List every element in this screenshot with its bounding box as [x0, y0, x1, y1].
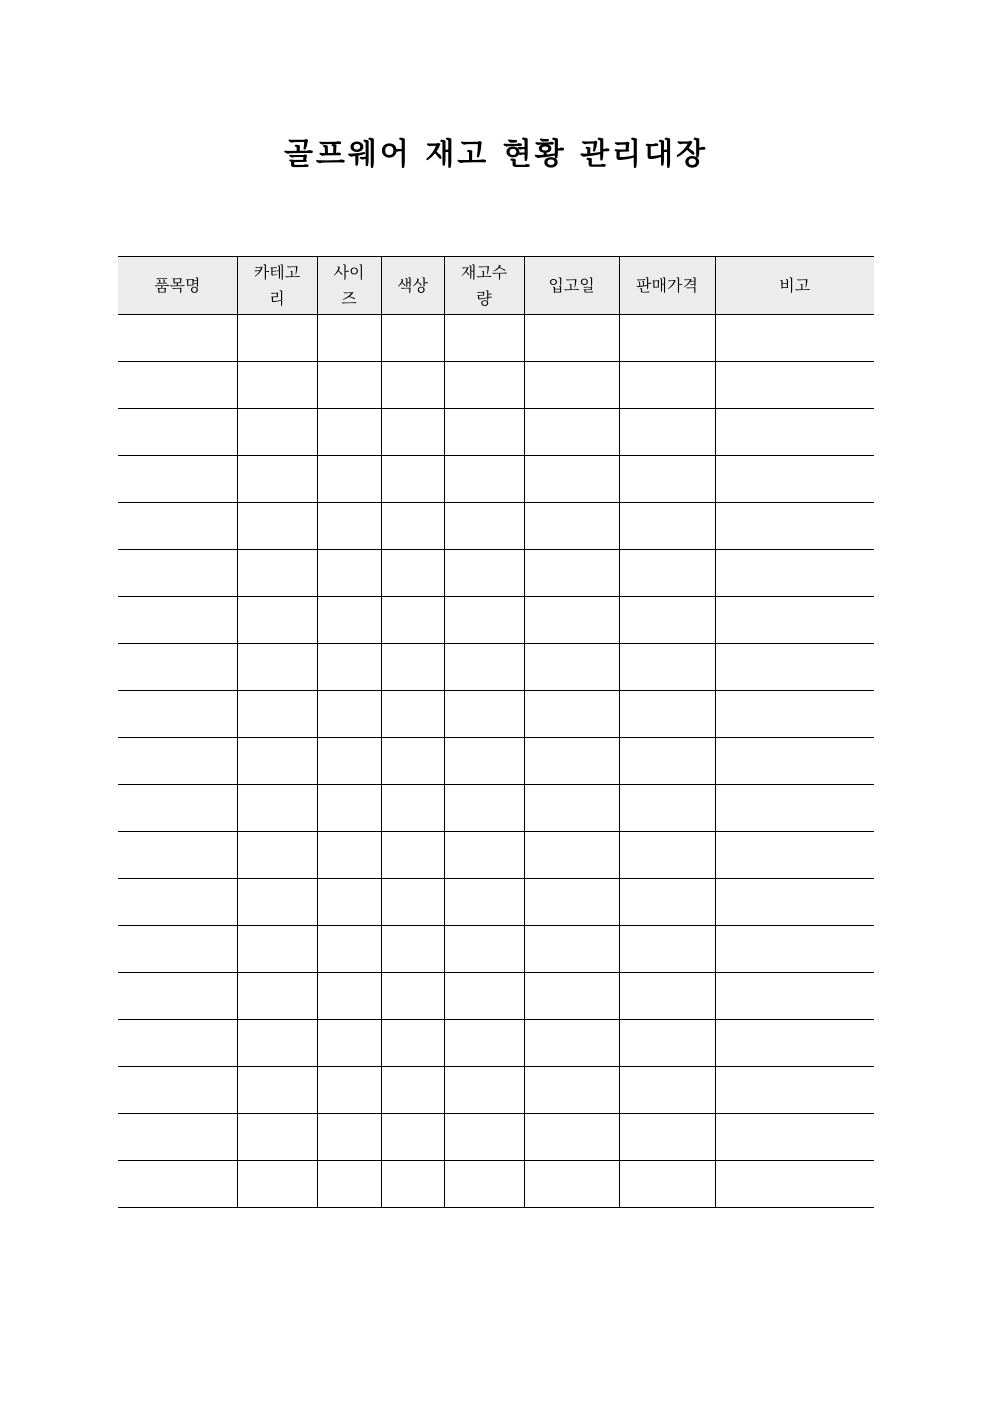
- table-cell[interactable]: [118, 926, 237, 973]
- table-cell[interactable]: [317, 597, 381, 644]
- table-cell[interactable]: [715, 409, 874, 456]
- table-cell[interactable]: [524, 644, 619, 691]
- table-cell[interactable]: [381, 550, 444, 597]
- table-cell[interactable]: [619, 691, 715, 738]
- table-cell[interactable]: [444, 409, 524, 456]
- table-cell[interactable]: [619, 409, 715, 456]
- table-cell[interactable]: [317, 1114, 381, 1161]
- table-cell[interactable]: [237, 362, 317, 409]
- table-cell[interactable]: [237, 926, 317, 973]
- table-cell[interactable]: [237, 879, 317, 926]
- table-cell[interactable]: [381, 1114, 444, 1161]
- table-cell[interactable]: [715, 315, 874, 362]
- table-cell[interactable]: [118, 1020, 237, 1067]
- col-header-size: 사이 즈: [317, 257, 381, 315]
- table-cell[interactable]: [619, 456, 715, 503]
- table-cell[interactable]: [619, 1020, 715, 1067]
- table-row: [118, 973, 874, 1020]
- table-cell[interactable]: [524, 315, 619, 362]
- table-cell[interactable]: [317, 973, 381, 1020]
- col-header-color: 색상: [381, 257, 444, 315]
- table-cell[interactable]: [715, 785, 874, 832]
- table-cell[interactable]: [381, 315, 444, 362]
- table-cell[interactable]: [619, 503, 715, 550]
- table-cell[interactable]: [237, 1161, 317, 1208]
- table-cell[interactable]: [317, 1067, 381, 1114]
- table-cell[interactable]: [317, 879, 381, 926]
- col-header-item-name: 품목명: [118, 257, 237, 315]
- page-title: 골프웨어 재고 현황 관리대장: [283, 137, 709, 172]
- table-cell[interactable]: [715, 362, 874, 409]
- table-cell[interactable]: [524, 832, 619, 879]
- table-cell[interactable]: [619, 1161, 715, 1208]
- table-cell[interactable]: [317, 503, 381, 550]
- table-cell[interactable]: [715, 550, 874, 597]
- table-cell[interactable]: [444, 550, 524, 597]
- table-cell[interactable]: [237, 832, 317, 879]
- table-row: [118, 1067, 874, 1114]
- table-cell[interactable]: [237, 409, 317, 456]
- table-cell[interactable]: [237, 785, 317, 832]
- table-cell[interactable]: [444, 832, 524, 879]
- table-cell[interactable]: [444, 973, 524, 1020]
- table-cell[interactable]: [381, 1020, 444, 1067]
- table-cell[interactable]: [715, 1161, 874, 1208]
- table-cell[interactable]: [381, 362, 444, 409]
- table-cell[interactable]: [237, 1114, 317, 1161]
- table-cell[interactable]: [524, 503, 619, 550]
- table-cell[interactable]: [381, 456, 444, 503]
- table-cell[interactable]: [317, 926, 381, 973]
- table-cell[interactable]: [524, 926, 619, 973]
- table-cell[interactable]: [237, 1067, 317, 1114]
- table-cell[interactable]: [118, 691, 237, 738]
- table-cell[interactable]: [619, 973, 715, 1020]
- table-cell[interactable]: [524, 1020, 619, 1067]
- table-cell[interactable]: [619, 644, 715, 691]
- table-cell[interactable]: [715, 503, 874, 550]
- table-cell[interactable]: [524, 409, 619, 456]
- table-row: [118, 644, 874, 691]
- table-cell[interactable]: [118, 832, 237, 879]
- table-cell[interactable]: [118, 973, 237, 1020]
- table-cell[interactable]: [317, 785, 381, 832]
- col-header-remarks: 비고: [715, 257, 874, 315]
- table-cell[interactable]: [381, 644, 444, 691]
- table-cell[interactable]: [237, 691, 317, 738]
- table-row: [118, 597, 874, 644]
- table-cell[interactable]: [524, 1067, 619, 1114]
- table-row: [118, 879, 874, 926]
- table-cell[interactable]: [524, 1114, 619, 1161]
- table-cell[interactable]: [524, 1161, 619, 1208]
- table-cell[interactable]: [118, 1161, 237, 1208]
- table-cell[interactable]: [444, 785, 524, 832]
- table-cell[interactable]: [715, 1114, 874, 1161]
- table-row: [118, 409, 874, 456]
- table-cell[interactable]: [715, 1020, 874, 1067]
- table-cell[interactable]: [619, 1114, 715, 1161]
- table-cell[interactable]: [317, 550, 381, 597]
- table-cell[interactable]: [381, 1067, 444, 1114]
- table-cell[interactable]: [381, 926, 444, 973]
- header-row: [118, 257, 874, 315]
- table-row: [118, 832, 874, 879]
- table-cell[interactable]: [317, 1161, 381, 1208]
- table-cell[interactable]: [444, 1114, 524, 1161]
- table-cell[interactable]: [715, 926, 874, 973]
- table-cell[interactable]: [524, 738, 619, 785]
- table-cell[interactable]: [237, 550, 317, 597]
- table-row: [118, 503, 874, 550]
- table-row: [118, 785, 874, 832]
- table-cell[interactable]: [619, 738, 715, 785]
- table-cell[interactable]: [237, 597, 317, 644]
- table-cell[interactable]: [444, 456, 524, 503]
- table-cell[interactable]: [444, 738, 524, 785]
- table-cell[interactable]: [715, 597, 874, 644]
- table-cell[interactable]: [317, 456, 381, 503]
- table-cell[interactable]: [444, 879, 524, 926]
- table-cell[interactable]: [524, 973, 619, 1020]
- table-cell[interactable]: [317, 409, 381, 456]
- table-cell[interactable]: [715, 738, 874, 785]
- table-cell[interactable]: [444, 691, 524, 738]
- col-header-sale-price: 판매가격: [619, 257, 715, 315]
- table-cell[interactable]: [381, 785, 444, 832]
- table-row: [118, 315, 874, 362]
- table-cell[interactable]: [381, 597, 444, 644]
- col-header-category: 카테고 리: [237, 257, 317, 315]
- table-cell[interactable]: [715, 644, 874, 691]
- table-cell[interactable]: [118, 1067, 237, 1114]
- table-cell[interactable]: [317, 315, 381, 362]
- table-cell[interactable]: [237, 456, 317, 503]
- table-cell[interactable]: [619, 832, 715, 879]
- table-cell[interactable]: [444, 315, 524, 362]
- table-body: [118, 315, 874, 1208]
- table-cell[interactable]: [715, 879, 874, 926]
- table-cell[interactable]: [237, 1020, 317, 1067]
- table-cell[interactable]: [381, 832, 444, 879]
- table-cell[interactable]: [118, 456, 237, 503]
- table-cell[interactable]: [715, 1067, 874, 1114]
- table-cell[interactable]: [715, 691, 874, 738]
- table-cell[interactable]: [118, 597, 237, 644]
- table-cell[interactable]: [619, 785, 715, 832]
- col-header-stock-quantity: 재고수 량: [444, 257, 524, 315]
- table-cell[interactable]: [619, 597, 715, 644]
- table-cell[interactable]: [317, 738, 381, 785]
- table-cell[interactable]: [524, 691, 619, 738]
- table-cell[interactable]: [381, 973, 444, 1020]
- table-row: [118, 456, 874, 503]
- table-cell[interactable]: [524, 550, 619, 597]
- table-cell[interactable]: [118, 644, 237, 691]
- table-cell[interactable]: [118, 362, 237, 409]
- table-row: [118, 1114, 874, 1161]
- table-cell[interactable]: [444, 1067, 524, 1114]
- table-cell[interactable]: [715, 456, 874, 503]
- table-row: [118, 362, 874, 409]
- table-cell[interactable]: [118, 503, 237, 550]
- inventory-table: [118, 256, 874, 1208]
- table-cell[interactable]: [237, 644, 317, 691]
- table-cell[interactable]: [317, 1020, 381, 1067]
- table-cell[interactable]: [237, 503, 317, 550]
- table-cell[interactable]: [118, 409, 237, 456]
- table-cell[interactable]: [237, 738, 317, 785]
- table-cell[interactable]: [444, 503, 524, 550]
- table-cell[interactable]: [381, 691, 444, 738]
- table-row: [118, 1161, 874, 1208]
- table-cell[interactable]: [524, 879, 619, 926]
- table-cell[interactable]: [317, 644, 381, 691]
- table-cell[interactable]: [381, 409, 444, 456]
- table-cell[interactable]: [619, 1067, 715, 1114]
- table-row: [118, 1020, 874, 1067]
- table-cell[interactable]: [317, 691, 381, 738]
- table-cell[interactable]: [118, 879, 237, 926]
- table-cell[interactable]: [715, 973, 874, 1020]
- table-cell[interactable]: [619, 362, 715, 409]
- col-header-received-date: 입고일: [524, 257, 619, 315]
- table-cell[interactable]: [444, 597, 524, 644]
- table-cell[interactable]: [381, 503, 444, 550]
- table-cell[interactable]: [444, 926, 524, 973]
- table-cell[interactable]: [118, 785, 237, 832]
- table-row: [118, 738, 874, 785]
- table-cell[interactable]: [524, 597, 619, 644]
- table-cell[interactable]: [524, 362, 619, 409]
- table-row: [118, 691, 874, 738]
- table-cell[interactable]: [444, 362, 524, 409]
- table-cell[interactable]: [118, 315, 237, 362]
- table-cell[interactable]: [118, 738, 237, 785]
- table-row: [118, 926, 874, 973]
- table-cell[interactable]: [444, 1161, 524, 1208]
- table-cell[interactable]: [524, 456, 619, 503]
- table-cell[interactable]: [317, 362, 381, 409]
- table-cell[interactable]: [715, 832, 874, 879]
- table-cell[interactable]: [381, 738, 444, 785]
- table-cell[interactable]: [619, 550, 715, 597]
- table-cell[interactable]: [118, 1114, 237, 1161]
- table-cell[interactable]: [444, 644, 524, 691]
- table-cell[interactable]: [619, 926, 715, 973]
- table-cell[interactable]: [317, 832, 381, 879]
- table-cell[interactable]: [381, 879, 444, 926]
- table-cell[interactable]: [118, 550, 237, 597]
- table-cell[interactable]: [619, 315, 715, 362]
- table-cell[interactable]: [444, 1020, 524, 1067]
- table-row: [118, 550, 874, 597]
- table-cell[interactable]: [237, 315, 317, 362]
- table-cell[interactable]: [237, 973, 317, 1020]
- table-cell[interactable]: [524, 785, 619, 832]
- table-cell[interactable]: [381, 1161, 444, 1208]
- table-cell[interactable]: [619, 879, 715, 926]
